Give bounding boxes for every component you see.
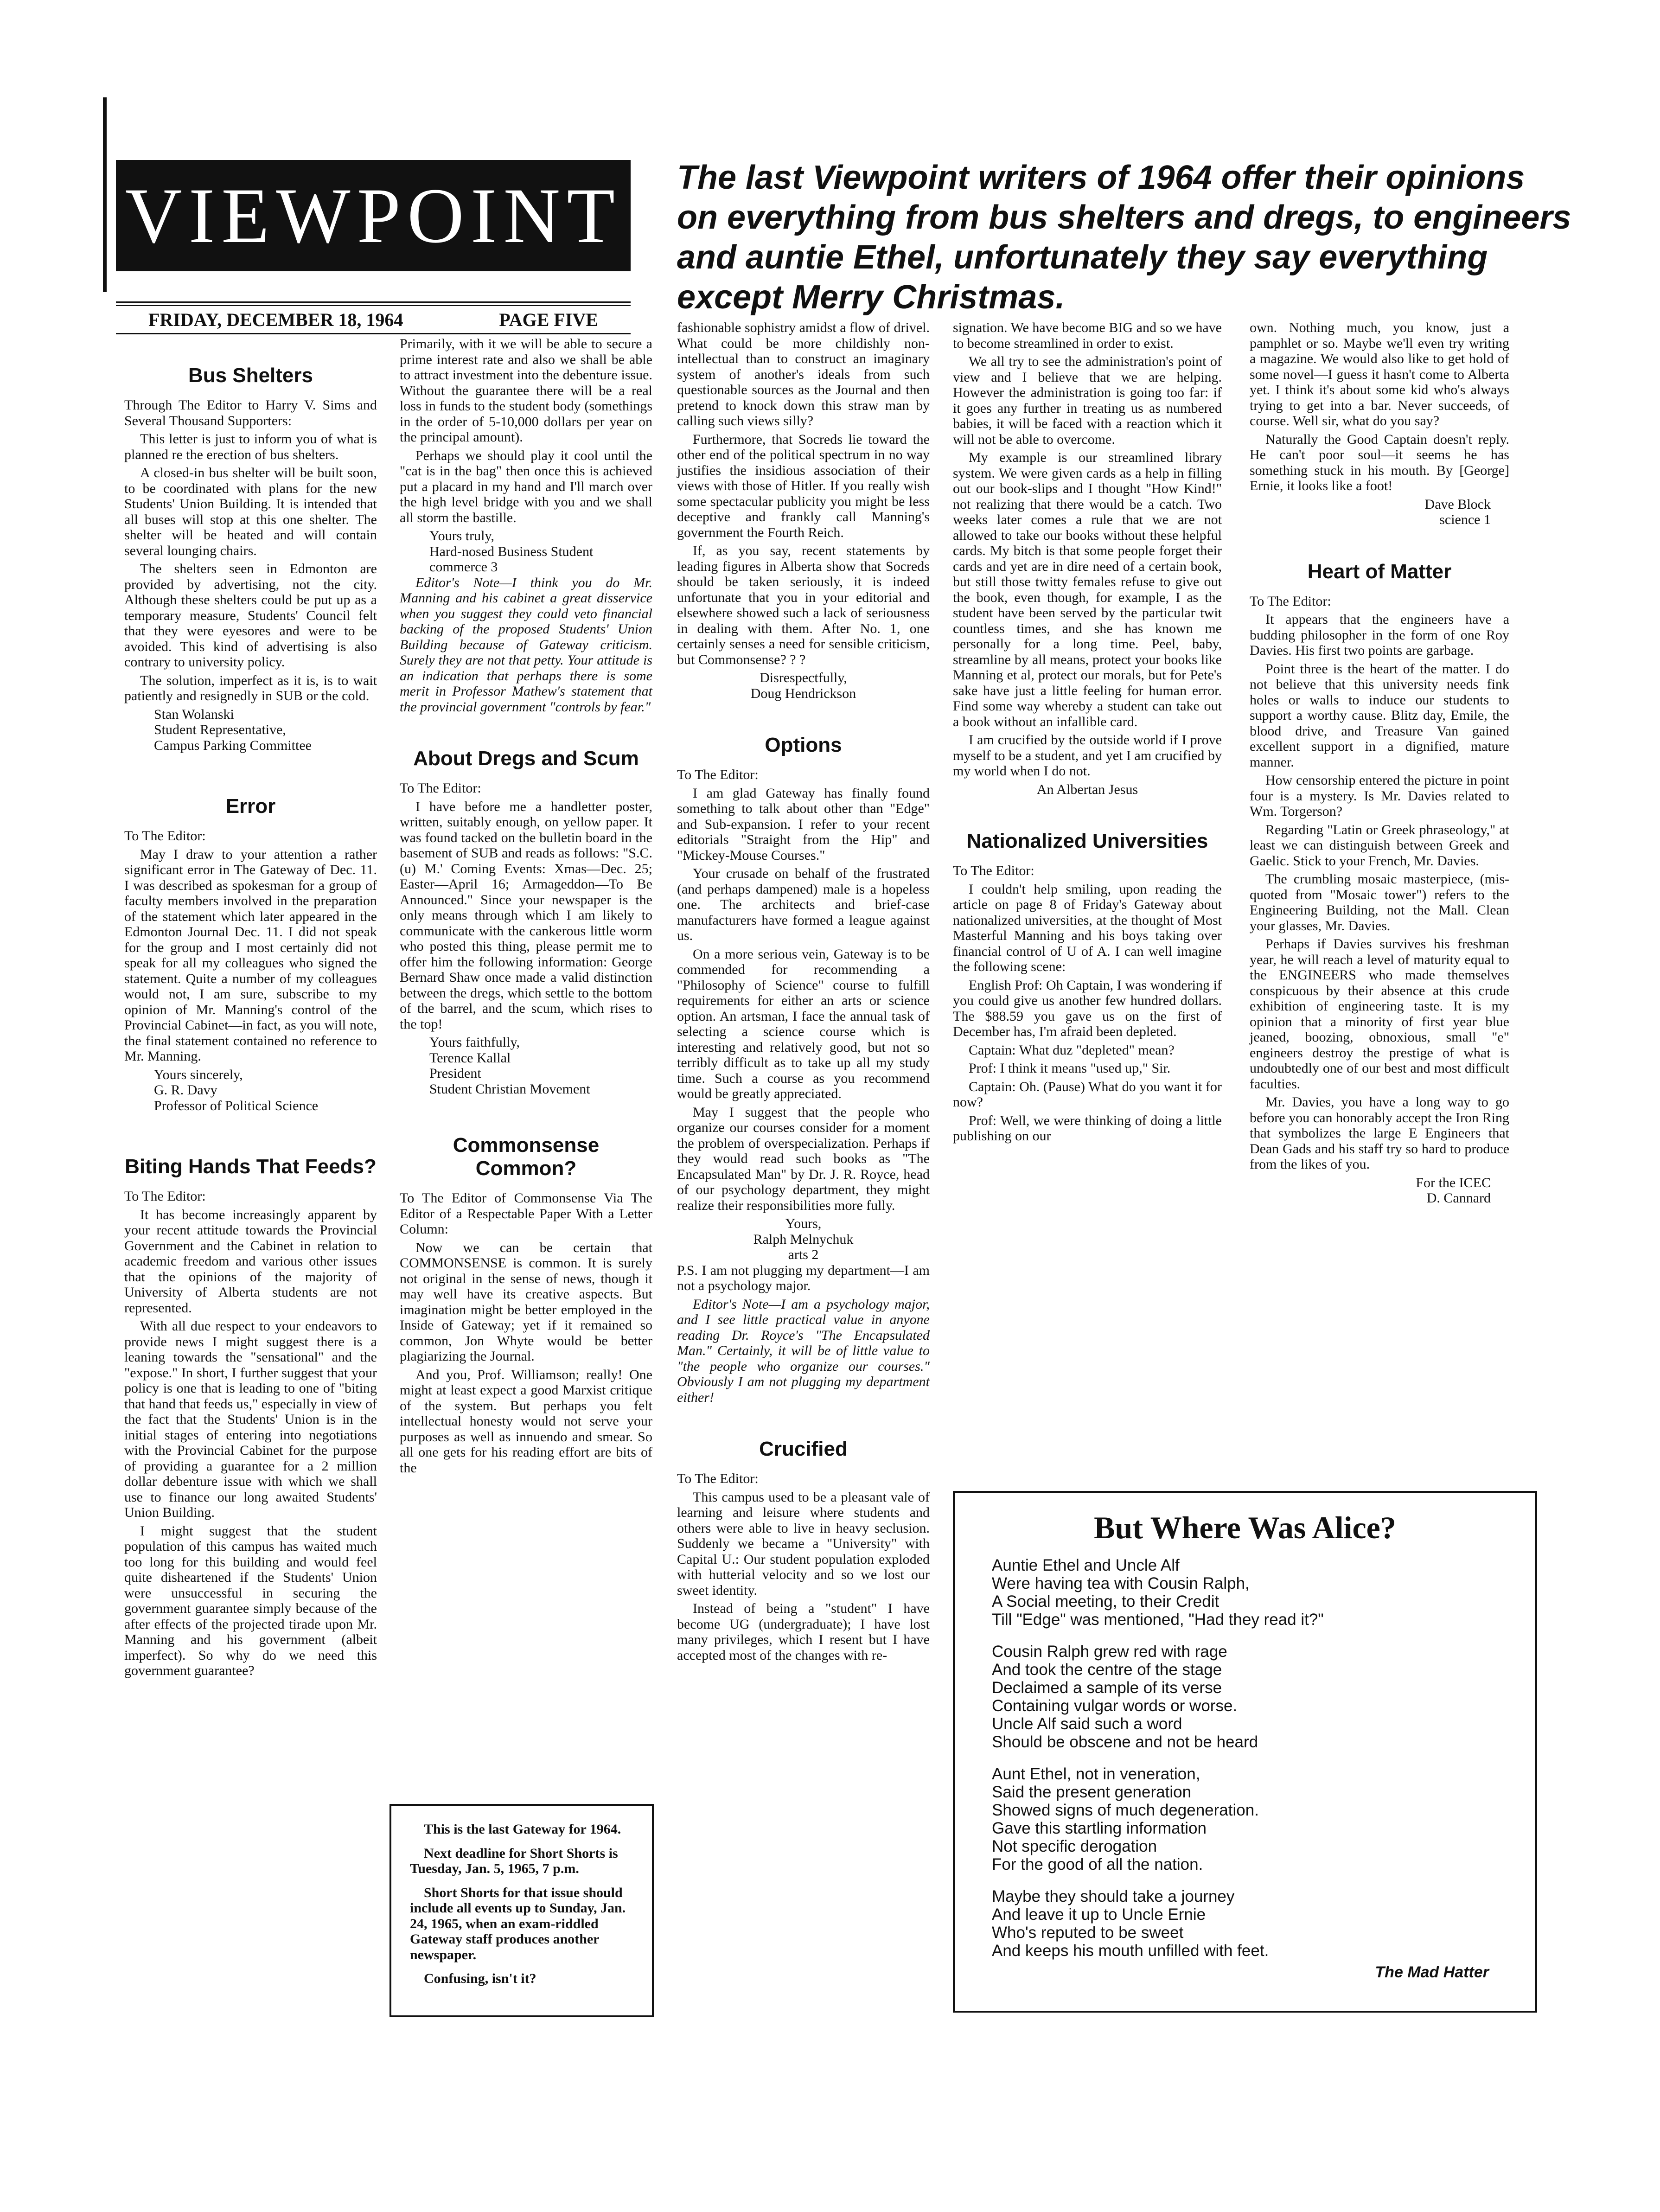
paragraph: May I suggest that the people who organize our courses consider for a moment the problem of overspecialization. Perhaps if they would read such books as "The Encapsulated Man" by Dr. J. R. Royce, head of our psychology department, they might realize their responsibilities more fully. [677,1104,930,1213]
letter-salutation: To The Editor: [124,1189,206,1204]
paragraph: Naturally the Good Captain doesn't reply. He can't poor soul—it seems he has something stuck in his mouth. By [George] Ernie, it looks like a foot! [1250,431,1509,493]
paragraph: own. Nothing much, you know, just a pamphlet or so. Maybe we'll even try writing a magazine. We would also like to get hold of some novel—I guess it hasn't come to Alberta yet. I think it's about some kid who's always trying to get into a bar. Never succeeds, of course. Well sir, what do you say? [1250,320,1509,428]
editors-note: Editor's Note—I am a psychology major, and I see little practical value in anyone reading Dr. Royce's "The Encapsulated Man." Certainly, it will be of little value to "the people who organize our courses." Obviously I am not plugging my department either! [677,1296,930,1405]
column-5 [1250,320,1509,1206]
dateline-top-rule [116,301,631,303]
poem-byline: The Mad Hatter [1375,1963,1489,1981]
signature: Yours, [785,1216,822,1231]
paragraph: On a more serious vein, Gateway is to be commended for recommending a "Philosophy of Science" course to fulfill requirements for either an arts or science option. An artsman, I face the annual task of selecting a science course which is interesting and relatively good, but not so terribly difficult as to take up all my study time. Such a course as you recommend would be greatly appreciated. [677,946,930,1101]
signature: For the ICEC [1416,1175,1491,1190]
postscript: P.S. I am not plugging my department—I am not a psychology major. [677,1262,930,1293]
signature: Student Christian Movement [429,1081,590,1097]
signature: Ralph Melnychuk [753,1231,854,1247]
paragraph: Instead of being a "student" I have become UG (undergraduate); I have lost many privileges, which I resent but I have accepted most of the changes with re- [677,1601,930,1663]
notice-text: This is the last Gateway for 1964. [424,1822,621,1837]
letter-salutation: To The Editor: [400,780,481,796]
paragraph: A closed-in bus shelter will be built soon, to be coordinated with plans for the new Students' Union Building. It is intended that all buses will stop at this one shelter. The shelter will be heated and will contain several lounging chairs. [124,465,377,558]
article-title: Nationalized Universities [966,830,1208,852]
article-title: Heart of Matter [1307,560,1452,583]
paragraph: Point three is the heart of the matter. I do not believe that this university needs fink holes or walls to induce our students to support a worthy cause. Blitz day, Emile, the blood drive, and Treasure Van gained excellent support in a dignified, mature manner. [1250,661,1509,770]
paragraph: Perhaps we should play it cool until the "cat is in the bag" then once this is achieved put a placard in my hand and I'll march over the high level bridge with you and we shall all storm the bastille. [400,448,652,525]
signature: Yours sincerely, [154,1067,243,1082]
signature: Doug Hendrickson [750,685,856,701]
column-1 [124,336,377,1681]
signature: Yours truly, [429,528,495,543]
paragraph: How censorship entered the picture in point four is a mystery. Is Mr. Davies related to Wm. Torgerson? [1250,773,1509,819]
paragraph: I couldn't help smiling, upon reading the article on page 8 of Friday's Gateway about nationalized universities, at the thought of Most Masterful Manning and his boys taking over financial control of U of A. I can well imagine the following scene: [953,881,1222,974]
article-title: Biting Hands That Feeds? [125,1155,377,1178]
letter-salutation: To The Editor: [953,863,1034,878]
signature: arts 2 [788,1247,819,1262]
paragraph: It has become increasingly apparent by your recent attitude towards the Provincial Government and the Cabinet in relation to academic freedom and various other issues that the opinions of the majority of University of Alberta students are not represented. [124,1207,377,1316]
paragraph: English Prof: Oh Captain, I was wondering if you could give us another few hundred dollars. The $88.59 you gave us on the first of December has, I'm afraid been depleted. [953,977,1222,1039]
paragraph: Prof: I think it means "used up," Sir. [969,1061,1171,1076]
column-4 [953,320,1222,1147]
paragraph: I am glad Gateway has finally found something to talk about other than "Edge" and Sub-expansion. I refer to your recent editorials "Straight from the Hip" and "Mickey-Mouse Courses." [677,785,930,863]
article-title: Crucified [759,1438,848,1460]
dateline [116,309,631,331]
signature: commerce 3 [429,559,498,575]
paragraph: Your crusade on behalf of the frustrated (and perhaps dampened) male is a hopeless one. The architects and brief-case manufacturers have formed a league against us. [677,866,930,943]
column-2 [400,336,652,1478]
signature: G. R. Davy [154,1082,217,1098]
signature: Disrespectfully, [760,670,847,685]
issue-date: FRIDAY, DECEMBER 18, 1964 [148,309,403,330]
article-title: Bus Shelters [188,364,313,387]
page-number: PAGE FIVE [499,309,598,330]
poem-line: Till "Edge" was mentioned, "Had they read it?" [992,1611,1324,1629]
letter-salutation: To The Editor of Commonsense Via The Editor of a Respectable Paper With a Letter Column: [400,1190,652,1237]
poem-line: And leave it up to Uncle Ernie [992,1905,1206,1924]
paragraph: I might suggest that the student population of this campus has waited much too long for this building and would feel quite disheartened if the Students' Union were unsuccessful in securing the government guarantee simply because of the after effects of the projected tirade upon Mr. Manning and his government (albeit imperfect). So why do we need this government guarantee? [124,1523,377,1678]
signature: Hard-nosed Business Student [429,543,594,559]
article-title: Error [225,795,276,818]
signature: Yours faithfully, [429,1035,520,1050]
column-3 [677,320,930,1666]
poem-line: Declaimed a sample of its verse [992,1679,1222,1697]
stanza-break [992,1751,1498,1765]
poem-line: Should be obscene and not be heard [992,1733,1258,1751]
poem-line: Auntie Ethel and Uncle Alf [992,1556,1180,1574]
paragraph: With all due respect to your endeavors to provide news I might suggest there is a leaning towards the "sensational" and the "expose." In short, I further suggest that your policy is one that is leading to one of "biting that hand that feeds us," especially in view of the fact that the Students' Union is in the initial stages of entering into negotiations with the Provincial Cabinet for the purpose of providing a guarantee for a 2 million dollar debenture issue with which we shall use to finance our long awaited Students' Union Building. [124,1318,377,1520]
paragraph: Mr. Davies, you have a long way to go before you can honorably accept the Iron Ring that symbolizes the large E Engineers that Dean Gads and his staff try so hard to produce from the likes of you. [1250,1094,1509,1172]
signature: Professor of Political Science [154,1098,319,1113]
paragraph: We all try to see the administration's point of view and I believe that we are helping. However the administration is going too far: if it goes any further in treating us as numbered babies, it will be faced with a reaction which it will not be able to overcome. [953,354,1222,447]
letter-salutation: To The Editor: [124,828,206,844]
paragraph: May I draw to your attention a rather significant error in The Gateway of Dec. 11. I was described as spokesman for a group of faculty members involved in the preparation of the statement which later appeared in the Edmonton Journal Dec. 11. I did not speak for the group and I most certainly did not speak for all my colleagues who signed the statement. Quite a number of my colleagues would not, I am sure, subscribe to my opinion of Mr. Manning's control of the Provincial Cabinet—in fact, as you will note, the final statement contained no reference to Mr. Manning. [124,846,377,1064]
dateline-bottom-rule [116,333,631,334]
paragraph: I have before me a handletter poster, written, suitably enough, on yellow paper. It was found tacked on the bulletin board in the basement of SUB and reads as follows: "S.C. (u) M.' Coming Events: Xmas—Dec. 25; Easter—April 16; Armageddon—To Be Announced." Since your newspaper is the only means through which I am likely to communicate with the cankerous little worm who posted this thing, please permit me to offer him the following information: George Bernard Shaw once made a valid distinction between the dregs, which settle to the bottom of the barrel, and the scum, which rises to the top! [400,799,652,1032]
letter-salutation: To The Editor: [677,1471,759,1486]
signature: Campus Parking Committee [154,737,312,753]
page-headline: The last Viewpoint writers of 1964 offer their opinions on everything from bus shelters and dregs, to engineers and auntie Ethel, unfortunately they say everything except Merry Christmas. [677,159,1571,316]
letter-salutation: To The Editor: [677,767,759,782]
poem-line: Were having tea with Cousin Ralph, [992,1574,1250,1592]
editors-note: Editor's Note—I think you do Mr. Manning and his cabinet a great disservice when you suggest they could veto financial backing of the proposed Students' Union Building because of Gateway criticism. Surely they are not that petty. Your attitude is an indication that perhaps there is some merit in Professor Mathew's statement that the provincial government "controls by fear." [400,575,652,715]
paragraph: Captain: Oh. (Pause) What do you want it for now? [953,1079,1222,1110]
paragraph: This letter is just to inform you of what is planned re the erection of bus shelters. [124,431,377,462]
poem-line: For the good of all the nation. [992,1855,1203,1873]
poem-line: Who's reputed to be sweet [992,1924,1184,1942]
paragraph: signation. We have become BIG and so we have to become streamlined in order to exist. [953,320,1222,351]
paragraph: It appears that the engineers have a budding philosopher in the form of one Roy Davies. His first two points are garbage. [1250,612,1509,658]
signature: Student Representative, [154,722,286,737]
poem-line: And keeps his mouth unfilled with feet. [992,1942,1269,1960]
poem-line: Aunt Ethel, not in veneration, [992,1765,1200,1783]
paragraph: The crumbling mosaic masterpiece, (mis-quoted from "Mosaic tower") refers to the Engineering Building, not the Mall. Clean your glasses, Mr. Davies. [1250,871,1509,933]
article-title: Options [765,734,842,756]
letter-address: Through The Editor to Harry V. Sims and Several Thousand Supporters: [124,397,377,428]
paragraph: Now we can be certain that COMMONSENSE is common. It is surely not original in the sense of news, though it may well have its creative aspects. But imagination might be better employed in the Inside of Gateway; yet if it remained so common, Jon Whyte would be better plagiarizing the Journal. [400,1240,652,1364]
paragraph: The shelters seen in Edmonton are provided by advertising, not the city. Although these shelters could be put up as a temporary measure, Students' Council felt that they were eyesores and were to be avoided. This kind of advertising is also contrary to university policy. [124,561,377,670]
poem-line: Showed signs of much degeneration. [992,1801,1259,1819]
paragraph: Prof: Well, we were thinking of doing a little publishing on our [953,1112,1222,1144]
poem-line: Containing vulgar words or worse. [992,1697,1238,1715]
paragraph: I am crucified by the outside world if I prove myself to be a student, and yet I am crucified by my world when I do not. [953,732,1222,779]
paragraph: My example is our streamlined library system. We were given cards as a help in filling out our book-slips and I thought "How Kind!" not realizing that there would be a catch. Two weeks later comes a rule that we are not allowed to take our books without these helpful cards. My bitch is that some people forget their cards and yet are in dire need of a certain book, but still those twitty females refuse to give out the book, even though, for example, I as the student have been served by the particular twit countless times, and she has known me personally for a long time. Peel, baby, streamline by all means, protect your books like Manning et al, protect our morals, but for Pete's sake have just a little feeling for human error. Find some way whereby a student can take out a book without an infallible card. [953,450,1222,729]
poem-line: Not specific derogation [992,1837,1157,1855]
signature: D. Cannard [1426,1190,1491,1206]
paragraph: If, as you say, recent statements by leading figures in Alberta show that Socreds should be taken seriously, it is indeed unfortunate that you in your editorial and elsewhere showed such a lack of seriousness in dealing with them. After No. 1, one certainly senses a need for sensible criticism, but Commonsense? ? ? [677,543,930,667]
paragraph: Captain: What duz "depleted" mean? [969,1042,1175,1058]
paragraph: fashionable sophistry amidst a flow of drivel. What could be more childishly non-intellectual than to construct an imaginary system of another's ideals from such questionable sources as the Journal and then pretend to knock down this straw man by calling such views silly? [677,320,930,428]
poem-title: But Where Was Alice? [1094,1510,1396,1545]
notice-text: Confusing, isn't it? [424,1971,536,1986]
poem-line: Uncle Alf said such a word [992,1715,1182,1733]
signature: science 1 [1439,512,1491,527]
signature: Stan Wolanski [154,706,234,722]
poem-line: Said the present generation [992,1783,1192,1801]
short-shorts-notice [389,1804,654,2017]
paragraph: And you, Prof. Williamson; really! One might at least expect a good Marxist critique of the system. But perhaps you felt intellectual honesty would not serve your purposes as well as innuendo and smear. So all one gets for his reading effort are bits of the [400,1367,652,1476]
letter-salutation: To The Editor: [1250,593,1331,609]
left-margin-rule [103,97,107,292]
paragraph: Perhaps if Davies survives his freshman year, he will reach a level of maturity equal to the ENGINEERS who made themselves conspicuous by their absence at this crude exhibition of engineering taste. It is my opinion that a minority of first year blue jeaned, boozing, obnoxious, small "e" engineers destroy the prestige of what is undoubtedly one of our best and most difficult faculties. [1250,936,1509,1092]
article-title: Commonsense Common? [453,1134,600,1180]
poem-line: Maybe they should take a journey [992,1887,1235,1905]
paragraph: The solution, imperfect as it is, is to wait patiently and resignedly in SUB or the cold. [124,672,377,703]
poem-line: Gave this startling information [992,1819,1207,1837]
signature: Dave Block [1424,496,1491,512]
paragraph: Furthermore, that Socreds lie toward the other end of the political spectrum in no way justifies the insidious association of their views with those of Hitler. If you really wish some spectacular publicity you might be less deceptive and frankly call Manning's government the Fourth Reich. [677,431,930,540]
notice-text: Next deadline for Short Shorts is Tuesday, Jan. 5, 1965, 7 p.m. [410,1845,618,1876]
poem-line: And took the centre of the stage [992,1661,1222,1679]
stanza-break [992,1629,1498,1643]
stanza-break [992,1873,1498,1887]
masthead-banner [116,160,631,271]
article-title: About Dregs and Scum [413,747,639,770]
poem-lines [992,1556,1498,1960]
paragraph: This campus used to be a pleasant vale of learning and leisure where students and others were able to live in heavy seclusion. Suddenly we became a "University" with Capital U.: Our student population exploded with hutterial velocity and so we lost our sweet identity. [677,1489,930,1598]
poem-line: Cousin Ralph grew red with rage [992,1643,1227,1661]
paragraph: Regarding "Latin or Greek phraseology," at least we can distinguish between Greek and Gaelic. Stick to your French, Mr. Davies. [1250,822,1509,869]
dateline-top-rule-thin [116,305,631,306]
masthead-title: VIEWPOINT [125,172,622,259]
signature: President [429,1066,481,1081]
signature: An Albertan Jesus [1036,781,1138,797]
poem-line: A Social meeting, to their Credit [992,1592,1219,1611]
notice-text: Short Shorts for that issue should include all events up to Sunday, Jan. 24, 1965, when an exam-riddled Gateway staff produces another newspaper. [410,1885,626,1963]
signature: Terence Kallal [429,1050,511,1066]
paragraph: Primarily, with it we will be able to secure a prime interest rate and also we shall be able to attract investment into the debenture issue. Without the guarantee there will be a real loss in funds to the student body (somethings in the order of 5-10,000 dollars per year on the principal amount). [400,336,652,445]
poem-box [953,1491,1537,2013]
